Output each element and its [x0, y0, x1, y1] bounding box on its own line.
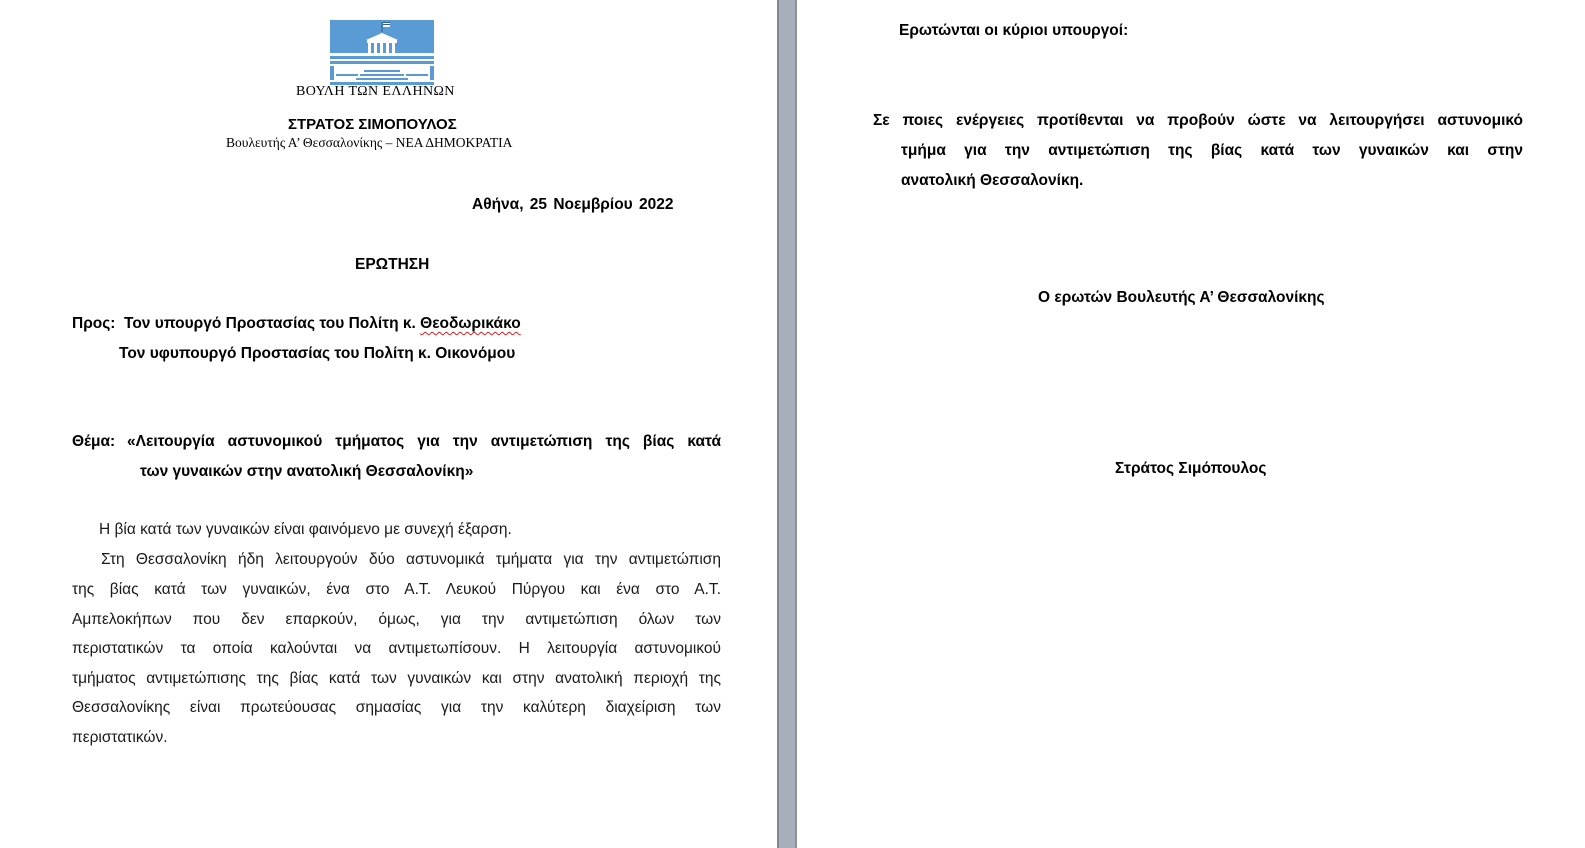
body-line: τμήματος αντιμετώπισης της βίας κατά των γυναικών και στην ανατολική περιοχή της [72, 670, 721, 687]
question-heading: Ερωτώνται οι κύριοι υπουργοί: [899, 22, 1129, 39]
recipient-line-1-text: Τον υπουργό Προστασίας του Πολίτη κ. [124, 315, 421, 332]
recipient-line-2: Τον υφυπουργό Προστασίας του Πολίτη κ. Οικονόμου [119, 345, 516, 362]
body-line: Θεσσαλονίκης είναι πρωτεύουσας σημασίας για την καλύτερη διαχείριση των [72, 699, 721, 716]
recipient-line-1 [124, 315, 521, 333]
body-line: περιστατικών τα οποία καλούνται να αντιμετωπίσουν. Η λειτουργία αστυνομικού [72, 640, 721, 657]
question-line: τμήμα για την αντιμετώπιση της βίας κατά των γυναικών και στην [901, 142, 1523, 159]
subject-line-2: των γυναικών στην ανατολική Θεσσαλονίκη» [140, 463, 474, 480]
question-line: Σε ποιες ενέργειες προτίθενται να προβούν ώστε να λειτουργήσει αστυνομικό [873, 112, 1523, 129]
page-gutter [777, 0, 797, 848]
body-line: Στη Θεσσαλονίκη ήδη λειτουργούν δύο αστυνομικά τμήματα για την αντιμετώπιση [101, 551, 721, 568]
question-line: ανατολική Θεσσαλονίκη. [901, 172, 1084, 189]
parliament-building-logo [330, 20, 434, 86]
subject-line-1: «Λειτουργία αστυνομικού τμήματος για την αντιμετώπιση της βίας κατά [127, 433, 721, 450]
recipients-prefix: Προς: [72, 315, 116, 332]
mp-name: ΣΤΡΑΤΟΣ ΣΙΜΟΠΟΥΛΟΣ [288, 116, 457, 133]
signature-title: Ο ερωτών Βουλευτής Α’ Θεσσαλονίκης [1038, 289, 1325, 306]
signature-name: Στράτος Σιμόπουλος [1115, 460, 1267, 477]
parliament-name: ΒΟΥΛΗ ΤΩΝ ΕΛΛΗΝΩΝ [296, 84, 455, 99]
document-date: Αθήνα, 25 Νοεμβρίου 2022 [472, 196, 674, 213]
body-line: περιστατικών. [72, 729, 168, 746]
mp-role: Βουλευτής Α’ Θεσσαλονίκης – ΝΕΑ ΔΗΜΟΚΡΑΤΙΑ [226, 135, 513, 150]
body-line: Η βία κατά των γυναικών είναι φαινόμενο με συνεχή έξαρση. [99, 521, 512, 538]
body-line: της βίας κατά των γυναικών, ένα στο Α.Τ. Λευκού Πύργου και ένα στο Α.Τ. [72, 581, 721, 598]
subject-prefix: Θέμα: [72, 433, 116, 450]
document-page-right [797, 0, 1585, 848]
body-line: Αμπελοκήπων που δεν επαρκούν, όμως, για την αντιμετώπιση όλων των [72, 611, 721, 628]
document-page-left [0, 0, 777, 848]
document-title: ΕΡΩΤΗΣΗ [355, 256, 430, 273]
spelling-flagged-word[interactable]: Θεοδωρικάκο [420, 315, 521, 332]
